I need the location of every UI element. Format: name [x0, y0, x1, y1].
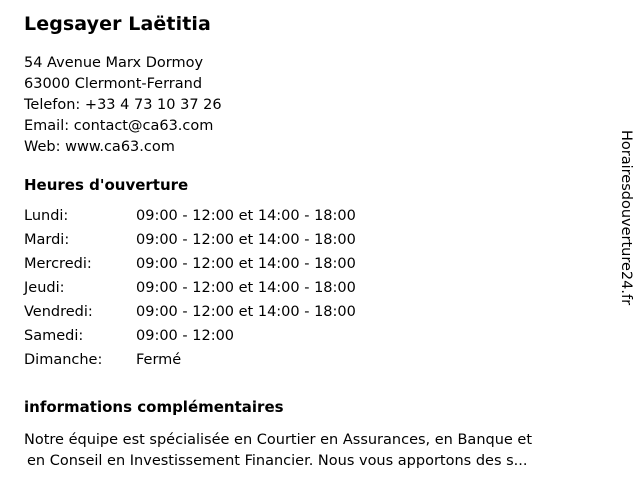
table-row — [24, 352, 356, 376]
hours-time: 09:00 - 12:00 et 14:00 - 18:00 — [136, 255, 356, 272]
hours-day: Vendredi: — [24, 303, 93, 320]
hours-day: Mardi: — [24, 231, 70, 248]
additional-info-text — [24, 430, 624, 472]
additional-info-title: informations complémentaires — [24, 397, 284, 416]
address-city: 63000 Clermont-Ferrand — [24, 75, 203, 92]
hours-day: Lundi: — [24, 207, 69, 224]
address-street: 54 Avenue Marx Dormoy — [24, 54, 204, 71]
page-title: Legsayer Laëtitia — [24, 13, 211, 35]
hours-day: Dimanche: — [24, 351, 103, 368]
additional-info-line-1: Notre équipe est spécialisée en Courtier en Assurances, en Banque et — [24, 431, 533, 448]
hours-day: Jeudi: — [24, 279, 65, 296]
additional-info-line-2: en Conseil en Investissement Financier. Nous vous apportons des s... — [27, 452, 528, 469]
table-row — [24, 280, 356, 304]
phone-line: Telefon: +33 4 73 10 37 26 — [24, 96, 222, 113]
hours-time: 09:00 - 12:00 et 14:00 - 18:00 — [136, 231, 356, 248]
hours-day: Samedi: — [24, 327, 84, 344]
hours-time: 09:00 - 12:00 et 14:00 - 18:00 — [136, 207, 356, 224]
table-row — [24, 208, 356, 232]
hours-time: 09:00 - 12:00 et 14:00 - 18:00 — [136, 303, 356, 320]
website-line: Web: www.ca63.com — [24, 138, 175, 155]
table-row — [24, 232, 356, 256]
table-row — [24, 328, 356, 352]
watermark-brand: Horairesdouverture24.fr — [618, 130, 634, 306]
opening-hours-title: Heures d'ouverture — [24, 175, 189, 194]
hours-time: Fermé — [136, 351, 182, 368]
hours-day: Mercredi: — [24, 255, 92, 272]
table-row — [24, 256, 356, 280]
hours-time: 09:00 - 12:00 — [136, 327, 235, 344]
contact-block — [24, 53, 584, 158]
table-row — [24, 304, 356, 328]
hours-time: 09:00 - 12:00 et 14:00 - 18:00 — [136, 279, 356, 296]
listing-content — [24, 12, 584, 472]
email-line: Email: contact@ca63.com — [24, 117, 214, 134]
opening-hours-table — [24, 208, 356, 376]
